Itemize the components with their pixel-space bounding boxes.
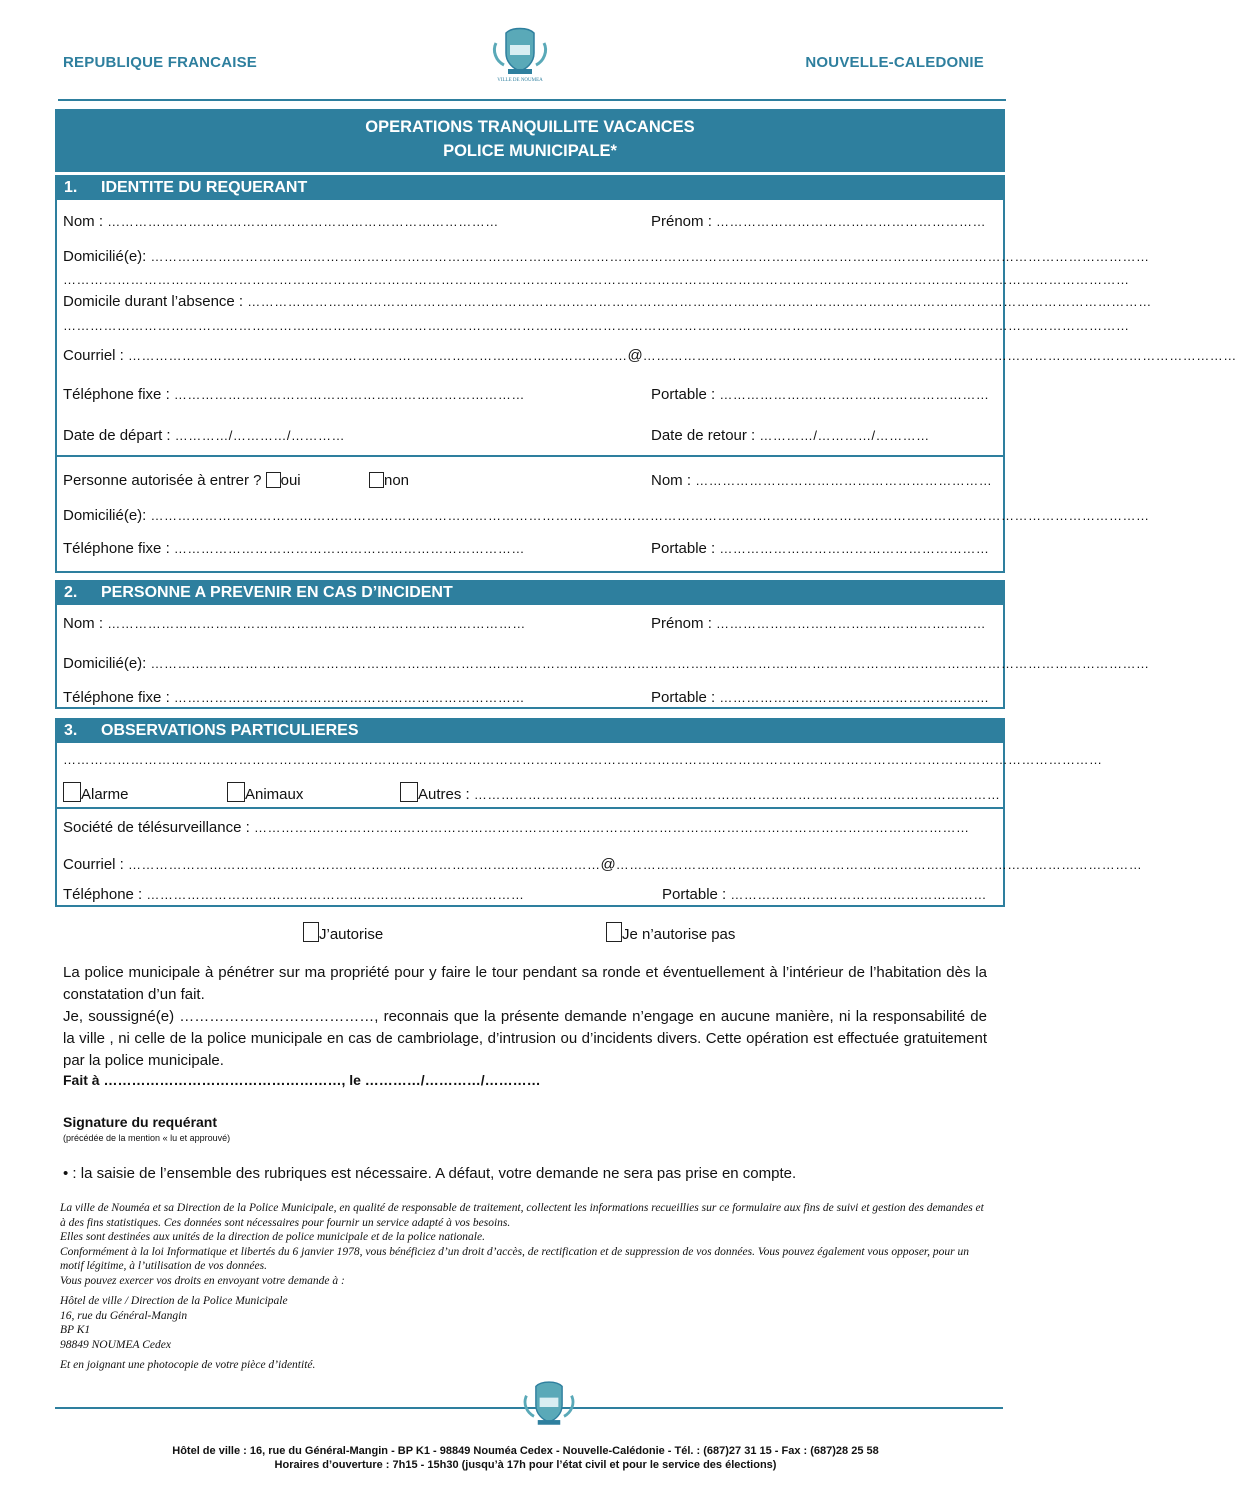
s1-portable2-field[interactable]: Portable : …………………………………………………… — [651, 540, 990, 557]
s3-societe-field[interactable]: Société de télésurveillance : …………………………………………………………………………………………………………………………………………… — [63, 819, 970, 836]
legal-address4: 98849 NOUMEA Cedex — [60, 1338, 171, 1351]
consent-autorise — [303, 922, 383, 943]
title-line1: OPERATIONS TRANQUILLITE VACANCES — [365, 118, 695, 136]
legal-line3: Conformément à la loi Informatique et libertés du 6 janvier 1978, vous bénéficiez d’un droit d’accès, de rectification et de suppression de vos données. Vous pouvez également vous opposer, pour un motif légitime, à l’utilisation de vos données. — [60, 1245, 969, 1272]
s1-date-depart-field[interactable] — [63, 427, 345, 444]
section3-heading — [55, 718, 1005, 743]
s3-courriel-label: Courriel : — [63, 856, 129, 873]
header-left: REPUBLIQUE FRANCAISE — [63, 54, 258, 71]
s1-prenom-field[interactable]: Prénom : …………………………………………………… — [651, 213, 987, 230]
s1-domicilie2-label: Domicilié(e): — [63, 507, 151, 524]
s1-tel-fixe2-field[interactable]: Téléphone fixe : …………………………………………………………………… — [63, 540, 525, 557]
s1-divider — [55, 455, 1005, 457]
s2-portable-label: Portable : — [651, 689, 720, 706]
alarme-label: Alarme — [81, 786, 129, 803]
checkbox-animaux[interactable] — [227, 782, 245, 802]
s1-portable-field[interactable]: Portable : …………………………………………………… — [651, 386, 990, 403]
section3-title: OBSERVATIONS PARTICULIERES — [101, 722, 359, 739]
signature-note: (précédée de la mention « lu et approuvé) — [63, 1133, 231, 1143]
s1-domicilie2-field[interactable]: Domicilié(e): …………………………………………………………………………………………………………………………………………………………………………………………………… — [63, 507, 1150, 524]
fait-a-line[interactable]: Fait à ……………………………………………, le …………/…………/………… — [63, 1072, 541, 1088]
title-line2: POLICE MUNICIPALE* — [443, 142, 617, 160]
nautorise-label: Je n’autorise pas — [622, 926, 736, 943]
s1-date-retour-label: Date de retour : — [651, 427, 760, 444]
s3-telephone-field[interactable]: Téléphone : ………………………………………………………………………… — [63, 886, 525, 903]
s1-prenom-label: Prénom : — [651, 213, 717, 230]
s1-courriel-label: Courriel : — [63, 347, 129, 364]
s1-date-retour-field[interactable] — [651, 427, 930, 444]
s3-societe-label: Société de télésurveillance : — [63, 819, 254, 836]
s2-tel-fixe-label: Téléphone fixe : — [63, 689, 174, 706]
checkbox-autres[interactable] — [400, 782, 418, 802]
checkbox-alarme[interactable] — [63, 782, 81, 802]
s1-tel-fixe2-label: Téléphone fixe : — [63, 540, 174, 557]
s1-date-depart-fill: …………/…………/………… — [174, 428, 345, 443]
s3-observations-line[interactable]: …………………………………………………………………………………………………………………………………………………………………………………………………………… — [63, 752, 1103, 767]
s2-nom-label: Nom : — [63, 615, 108, 632]
s1-domicile-absence-label: Domicile durant l’absence : — [63, 293, 248, 310]
crest-icon — [488, 25, 552, 83]
consent-nautorise — [606, 922, 735, 943]
s2-tel-fixe-field[interactable]: Téléphone fixe : …………………………………………………………………… — [63, 689, 525, 706]
s1-portable2-label: Portable : — [651, 540, 720, 557]
s1-domicilie-field[interactable]: Domicilié(e): …………………………………………………………………………………………………………………………………………………………………………………………………… — [63, 248, 1150, 265]
s1-tel-fixe-label: Téléphone fixe : — [63, 386, 174, 403]
s1-domicile-absence-field[interactable]: Domicile durant l’absence : ………………………………………………………………………………………………………………………………………………………………………………… — [63, 293, 1152, 310]
legal-line2: Elles sont destinées aux unités de la direction de police municipale et de la police nationale. — [60, 1231, 485, 1243]
legal-address2: 16, rue du Général-Mangin — [60, 1309, 188, 1322]
signature-label: Signature du requérant — [63, 1114, 218, 1130]
section1-number: 1. — [64, 179, 78, 196]
s1-at-sign: @ — [627, 347, 643, 364]
checkbox-non[interactable] — [369, 472, 384, 488]
oui-label: oui — [280, 472, 301, 489]
section1-title: IDENTITE DU REQUERANT — [101, 179, 308, 196]
section2-heading — [55, 580, 1005, 605]
s1-personne-autorisee — [63, 472, 301, 489]
autres-label: Autres : — [418, 786, 474, 803]
legal-line5: Et en joignant une photocopie de votre pièce d’identité. — [60, 1359, 316, 1371]
section1-heading — [55, 175, 1005, 200]
s2-portable-field[interactable]: Portable : …………………………………………………… — [651, 689, 990, 706]
authorization-paragraph: La police municipale à pénétrer sur ma propriété pour y faire le tour pendant sa ronde et éventuellement à l’intérieur de l’habitation dès la constatation d’un fait. — [63, 964, 987, 1003]
s2-prenom-field[interactable]: Prénom : …………………………………………………… — [651, 615, 987, 632]
s3-portable-label: Portable : — [662, 886, 731, 903]
s2-domicilie-label: Domicilié(e): — [63, 655, 151, 672]
s3-portable-field[interactable]: Portable : ………………………………………………… — [662, 886, 987, 903]
footer-hours: Horaires d’ouverture : 7h15 - 15h30 (jusqu’à 17h pour l’état civil et pour le service des élections) — [274, 1459, 777, 1471]
legal-line1: La ville de Nouméa et sa Direction de la Police Municipale, en qualité de responsable de traitement, collectent les informations recueillies sur ce formulaire aux fins de suivi et gestion des demandes et à des fins statistiques. Ces données sont nécessaires pour fournir un service adapté à vos besoins. — [60, 1202, 984, 1229]
header-rule — [58, 99, 1006, 101]
s1-date-retour-fill: …………/…………/………… — [759, 428, 930, 443]
section3-number: 3. — [64, 722, 78, 739]
s2-domicilie-field[interactable]: Domicilié(e): …………………………………………………………………………………………………………………………………………………………………………………………………… — [63, 655, 1150, 672]
legal-line4: Vous pouvez exercer vos droits en envoyant votre demande à : — [60, 1274, 345, 1287]
s3-at-sign: @ — [600, 856, 616, 873]
s2-nom-field[interactable]: Nom : ………………………………………………………………………………… — [63, 615, 526, 632]
svg-text:VILLE DE NOUMEA: VILLE DE NOUMEA — [497, 78, 543, 83]
s1-nom-field[interactable]: Nom : …………………………………………………………………………… — [63, 213, 499, 230]
s3-alarme-option — [63, 782, 129, 803]
autorise-label: J’autorise — [319, 926, 384, 943]
checkbox-nautorise[interactable] — [606, 922, 622, 942]
s3-animaux-option — [227, 782, 303, 803]
disclaimer-paragraph: Je, soussigné(e) …………………………………, reconnais que la présente demande n’engage en aucune manière, ni la responsabilité de la ville , ni celle de la police municipale en cas de cambriolage, d’intrusion ou d’incidents divers. Cette opération est effectuée gratuitement par la police municipale. — [63, 1008, 987, 1069]
s1-tel-fixe-field[interactable]: Téléphone fixe : …………………………………………………………………… — [63, 386, 525, 403]
s1-nom2-label: Nom : — [651, 472, 696, 489]
non-label: non — [384, 472, 410, 489]
s1-domicilie-line2[interactable]: ………………………………………………………………………………………………………………………………………………………………………………………………………………… — [63, 272, 1130, 287]
s1-courriel-field[interactable]: Courriel : …………………………………………………………………………………………………@…………………………………………………………………………………………………………………… — [63, 347, 1237, 364]
legal-address3: BP K1 — [60, 1324, 91, 1336]
s2-prenom-label: Prénom : — [651, 615, 717, 632]
s1-portable-label: Portable : — [651, 386, 720, 403]
s1-non-option — [369, 472, 409, 489]
footer-address: Hôtel de ville : 16, rue du Général-Mangin - BP K1 - 98849 Nouméa Cedex - Nouvelle-Calédonie - Tél. : (687)27 31 15 - Fax : (687)28 25 58 — [172, 1445, 879, 1457]
checkbox-autorise[interactable] — [303, 922, 319, 942]
s1-domicile-absence-line2[interactable]: ………………………………………………………………………………………………………………………………………………………………………………………………………………… — [63, 318, 1130, 333]
asterisk-note: • : la saisie de l’ensemble des rubriques est nécessaire. A défaut, votre demande ne sera pas prise en compte. — [63, 1165, 797, 1182]
checkbox-oui[interactable] — [266, 472, 281, 488]
s3-telephone-label: Téléphone : — [63, 886, 147, 903]
s1-personne-autorisee-label: Personne autorisée à entrer ? — [63, 472, 266, 489]
header-right: NOUVELLE-CALEDONIE — [805, 54, 984, 71]
legal-address1: Hôtel de ville / Direction de la Police Municipale — [60, 1295, 288, 1307]
section2-number: 2. — [64, 584, 78, 601]
crest-icon — [519, 1378, 579, 1434]
s1-domicilie-label: Domicilié(e): — [63, 248, 151, 265]
s1-date-depart-label: Date de départ : — [63, 427, 175, 444]
form-title — [55, 109, 1005, 172]
s1-nom2-field[interactable]: Nom : ………………………………………………………… — [651, 472, 993, 489]
s3-divider — [55, 807, 1005, 809]
s3-courriel-field[interactable]: Courriel : ……………………………………………………………………………………………@……………………………………………………………………………………………………… — [63, 856, 1143, 873]
legal-notice — [60, 1201, 990, 1373]
s1-nom-label: Nom : — [63, 213, 108, 230]
section2-title: PERSONNE A PREVENIR EN CAS D’INCIDENT — [101, 584, 453, 601]
animaux-label: Animaux — [245, 786, 304, 803]
s3-autres-option[interactable]: Autres : ……………………………………………………………………………………………………… — [400, 782, 935, 803]
